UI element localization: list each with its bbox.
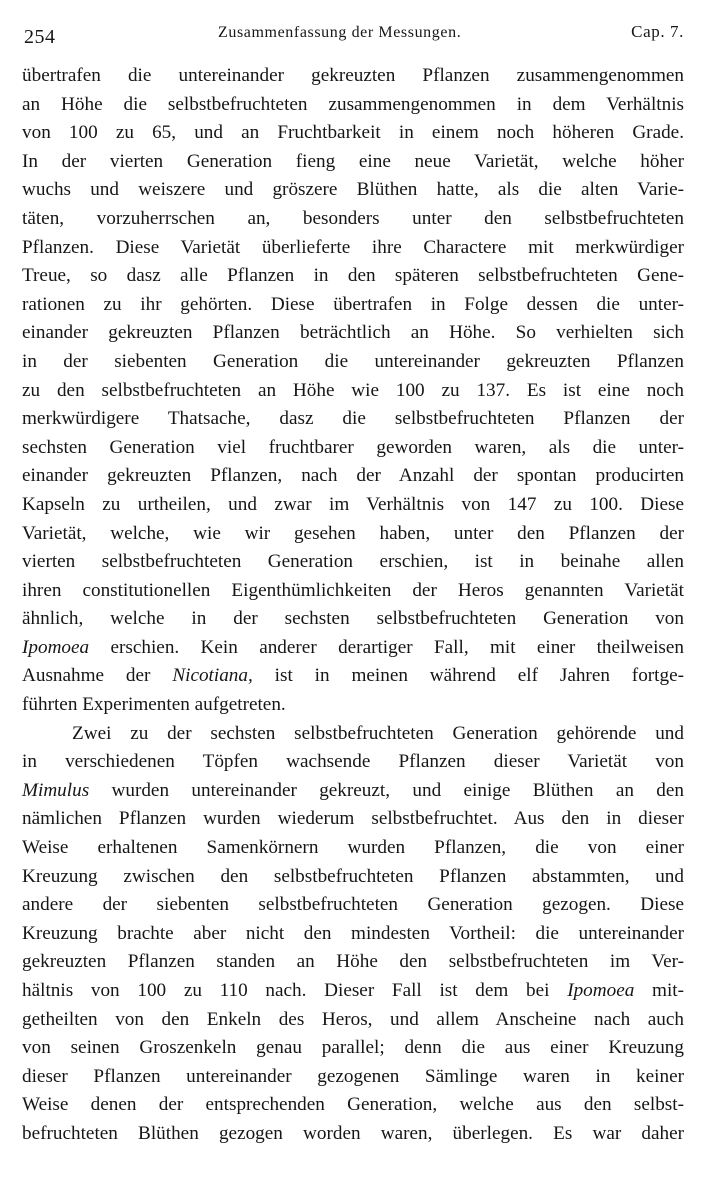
text-line: andere der siebenten selbstbefruchteten Generation gezogen. Diese <box>22 894 684 916</box>
text-line: von 100 zu 65, und an Fruchtbarkeit in einem noch höheren Grade. <box>22 122 684 144</box>
text-line: Treue, so dasz alle Pflanzen in den späteren selbstbefruchteten Gene- <box>22 265 684 287</box>
chapter-label: Cap. 7. <box>631 22 684 41</box>
page-number: 254 <box>24 26 56 48</box>
running-header <box>24 22 684 50</box>
text-line: merkwürdigere Thatsache, dasz die selbstbefruchteten Pflanzen der <box>22 408 684 430</box>
body-text <box>22 62 684 1149</box>
text-segment: wurden untereinander gekreuzt, und einige Blüthen an den <box>89 779 684 801</box>
text-line <box>22 977 684 1006</box>
italic-term: Mimulus <box>22 779 90 801</box>
text-line: ihren constitutionellen Eigenthümlichkeiten der Heros genannten Varietät <box>22 579 684 601</box>
text-line <box>22 634 684 663</box>
italic-term: Ipomoea <box>22 636 90 658</box>
text-line: rationen zu ihr gehörten. Diese übertrafen in Folge dessen die unter- <box>22 293 684 315</box>
text-line: an Höhe die selbstbefruchteten zusammengenommen in dem Verhältnis <box>22 93 684 115</box>
text-line: Kreuzung zwischen den selbstbefruchteten Pflanzen abstammten, und <box>22 865 684 887</box>
text-line: Weise erhaltenen Samenkörnern wurden Pflanzen, die von einer <box>22 837 684 859</box>
text-line: Kreuzung brachte aber nicht den mindesten Vortheil: die untereinander <box>22 922 684 944</box>
text-line: von seinen Groszenkeln genau parallel; denn die aus einer Kreuzung <box>22 1037 684 1059</box>
text-line: In der vierten Generation fieng eine neue Varietät, welche höher <box>22 150 684 172</box>
text-line: dieser Pflanzen untereinander gezogenen Sämlinge waren in keiner <box>22 1065 684 1087</box>
text-segment: erschien. Kein anderer derartiger Fall, mit einer theilweisen <box>89 636 684 658</box>
text-line: Varietät, welche, wie wir gesehen haben, unter den Pflanzen der <box>22 522 684 544</box>
text-line: Pflanzen. Diese Varietät überlieferte ihre Charactere mit merkwürdiger <box>22 236 684 258</box>
text-segment: ist in meinen während elf Jahren fortge- <box>252 665 685 687</box>
text-line: nämlichen Pflanzen wurden wiederum selbstbefruchtet. Aus den in dieser <box>22 808 684 830</box>
text-line: täten, vorzuherrschen an, besonders unter den selbstbefruchteten <box>22 207 684 229</box>
text-line: wuchs und weiszere und gröszere Blüthen hatte, als die alten Varie- <box>22 179 684 201</box>
text-line: einander gekreuzten Pflanzen, nach der Anzahl der spontan producirten <box>22 465 684 487</box>
text-segment: Ausnahme der <box>22 665 173 687</box>
text-segment: hältnis von 100 zu 110 nach. Dieser Fall ist dem bei <box>22 980 568 1001</box>
text-line: zu den selbstbefruchteten an Höhe wie 100 zu 137. Es ist eine noch <box>22 379 684 401</box>
text-line: ähnlich, welche in der sechsten selbstbefruchteten Generation von <box>22 608 684 630</box>
text-line: einander gekreuzten Pflanzen beträchtlich an Höhe. So verhielten sich <box>22 322 684 344</box>
text-line <box>22 777 684 806</box>
text-line: Weise denen der entsprechenden Generation, welche aus den selbst- <box>22 1094 684 1116</box>
text-line: in der siebenten Generation die untereinander gekreuzten Pflanzen <box>22 350 684 372</box>
italic-term: Ipomoea <box>567 980 635 1001</box>
text-line: befruchteten Blüthen gezogen worden waren, überlegen. Es war daher <box>22 1122 684 1144</box>
text-segment: mit- <box>634 980 685 1001</box>
italic-term: Nicotiana, <box>172 665 253 687</box>
text-line: gekreuzten Pflanzen standen an Höhe den selbstbefruchteten im Ver- <box>22 951 684 973</box>
text-line: führten Experimenten aufgetreten. <box>22 694 286 716</box>
text-line: sechsten Generation viel fruchtbarer geworden waren, als die unter- <box>22 436 684 458</box>
text-line: getheilten von den Enkeln des Heros, und allem Anscheine nach auch <box>22 1008 684 1030</box>
text-line: vierten selbstbefruchteten Generation erschien, ist in beinahe allen <box>22 551 684 573</box>
running-title: Zusammenfassung der Messungen. <box>218 24 462 41</box>
text-line: in verschiedenen Töpfen wachsende Pflanzen dieser Varietät von <box>22 751 684 773</box>
text-line <box>22 662 684 691</box>
text-line: Zwei zu der sechsten selbstbefruchteten Generation gehörende und <box>72 722 684 744</box>
text-line: übertrafen die untereinander gekreuzten Pflanzen zusammengenommen <box>22 65 684 86</box>
text-line: Kapseln zu urtheilen, und zwar im Verhältnis von 147 zu 100. Diese <box>22 493 684 515</box>
